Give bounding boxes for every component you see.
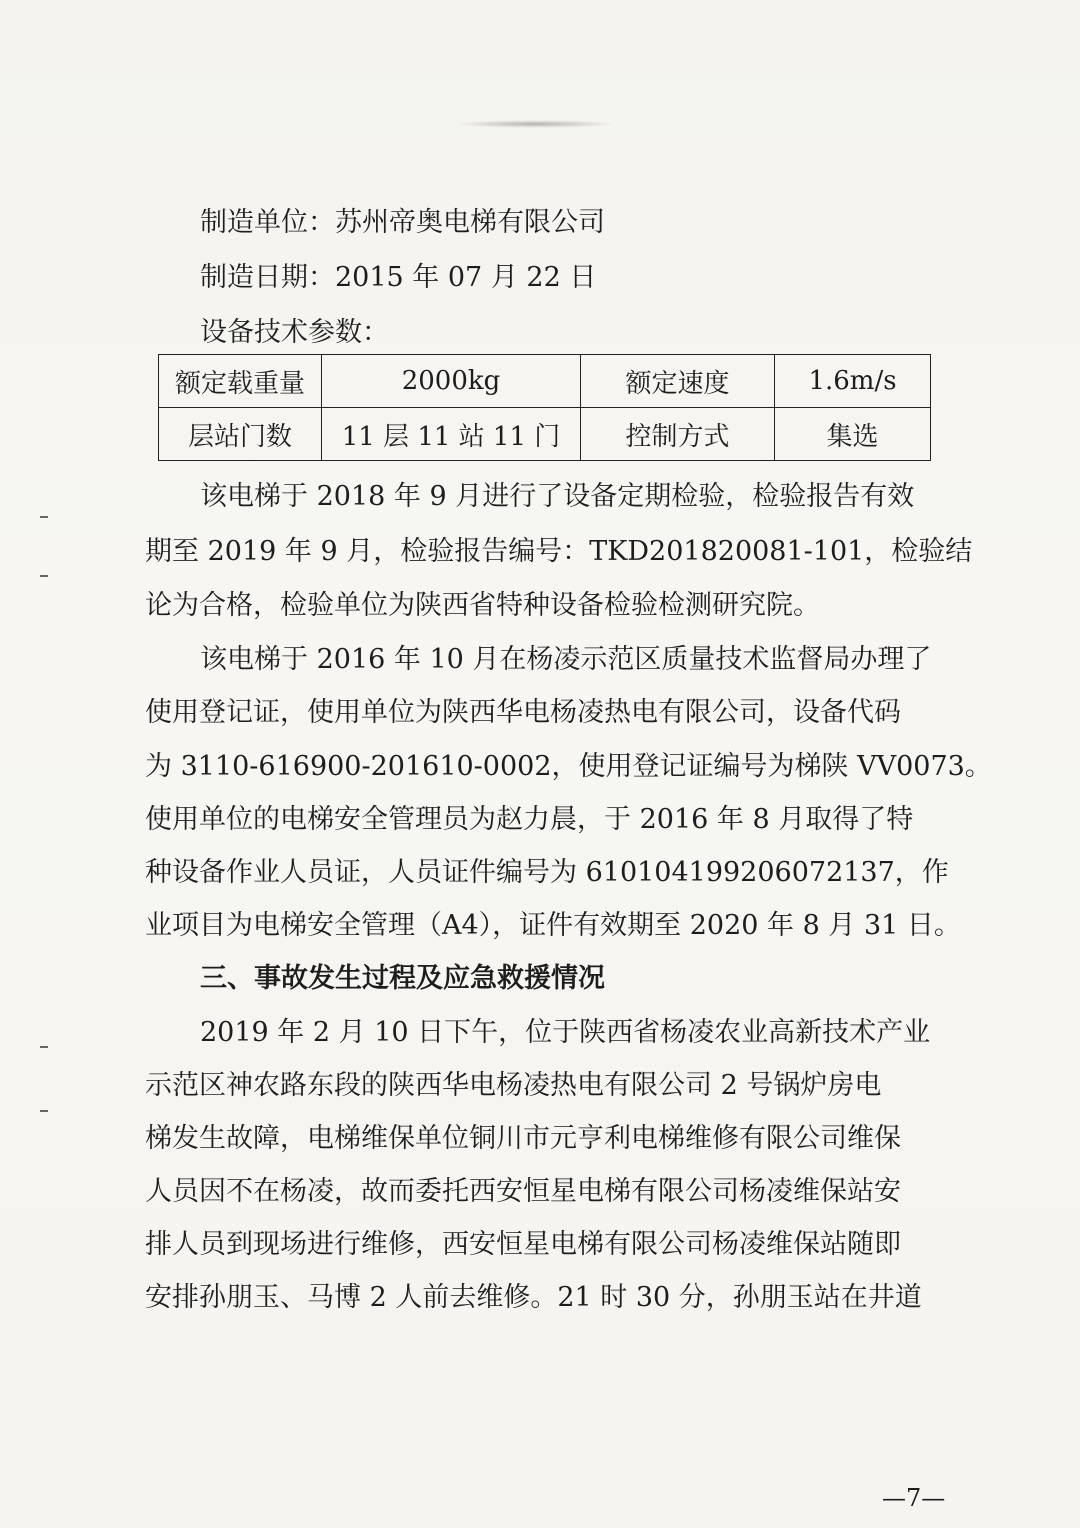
table-row — [159, 355, 931, 408]
para3-line: 排人员到现场进行维修，西安恒星电梯有限公司杨凌维保站随即 — [145, 1229, 901, 1260]
table-cell: 集选 — [775, 408, 931, 461]
table-cell: 2000kg — [322, 355, 581, 408]
section-heading: 三、事故发生过程及应急救援情况 — [200, 963, 605, 994]
para2-line: 业项目为电梯安全管理（A4），证件有效期至 2020 年 8 月 31 日。 — [145, 910, 961, 941]
para2-line: 该电梯于 2016 年 10 月在杨凌示范区质量技术监督局办理了 — [200, 644, 932, 675]
para3-line: 示范区神农路东段的陕西华电杨凌热电有限公司 2 号锅炉房电 — [145, 1070, 882, 1101]
para2-line: 种设备作业人员证，人员证件编号为 610104199206072137，作 — [145, 857, 949, 888]
binding-hole-mark — [40, 575, 48, 577]
scan-artifact — [455, 120, 615, 128]
para3-line: 梯发生故障，电梯维保单位铜川市元亨利电梯维修有限公司维保 — [145, 1123, 901, 1154]
table-cell: 11 层 11 站 11 门 — [322, 408, 581, 461]
binding-hole-mark — [40, 1110, 48, 1112]
table-cell: 层站门数 — [159, 408, 322, 461]
para2-line: 为 3110-616900-201610-0002，使用登记证编号为梯陕 VV0073。 — [145, 751, 992, 782]
para1-line: 期至 2019 年 9 月，检验报告编号：TKD201820081-101，检验结 — [145, 536, 973, 567]
params-table — [158, 354, 931, 461]
para3-line: 人员因不在杨凌，故而委托西安恒星电梯有限公司杨凌维保站安 — [145, 1176, 901, 1207]
binding-hole-mark — [40, 1046, 48, 1048]
page-number: —7— — [882, 1484, 946, 1512]
table-row — [159, 408, 931, 461]
binding-hole-mark — [40, 516, 48, 518]
table-cell: 控制方式 — [581, 408, 775, 461]
para2-line: 使用登记证，使用单位为陕西华电杨凌热电有限公司，设备代码 — [145, 697, 901, 728]
para2-line: 使用单位的电梯安全管理员为赵力晨，于 2016 年 8 月取得了特 — [145, 804, 914, 835]
table-cell: 1.6m/s — [775, 355, 931, 408]
manufacture-date-line: 制造日期：2015 年 07 月 22 日 — [200, 262, 597, 293]
manufacturer-line: 制造单位：苏州帝奥电梯有限公司 — [200, 207, 605, 238]
para1-line: 论为合格，检验单位为陕西省特种设备检验检测研究院。 — [145, 590, 820, 621]
para3-line: 安排孙朋玉、马博 2 人前去维修。21 时 30 分，孙朋玉站在井道 — [145, 1282, 922, 1313]
para1-line: 该电梯于 2018 年 9 月进行了设备定期检验，检验报告有效 — [200, 481, 915, 512]
table-cell: 额定速度 — [581, 355, 775, 408]
para3-line: 2019 年 2 月 10 日下午，位于陕西省杨凌农业高新技术产业 — [200, 1017, 931, 1048]
params-heading: 设备技术参数： — [200, 317, 389, 348]
table-cell: 额定载重量 — [159, 355, 322, 408]
